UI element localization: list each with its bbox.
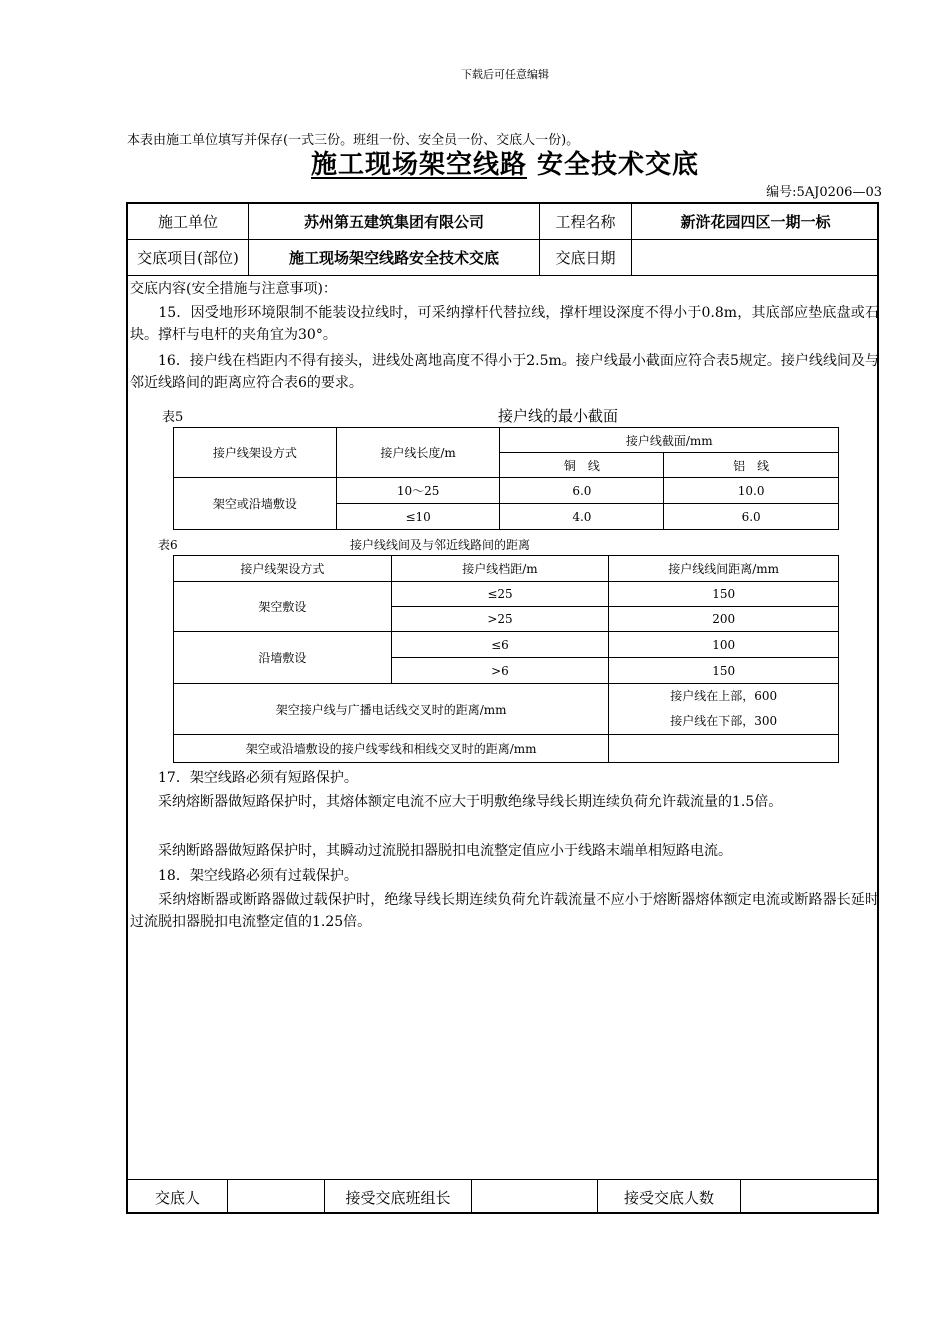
table6-distance: 150 xyxy=(609,582,839,607)
table6-neutral-value xyxy=(609,735,839,763)
table5-header-length: 接户线长度/m xyxy=(336,428,500,478)
table6 xyxy=(173,555,839,763)
team-leader-label: 接受交底班组长 xyxy=(345,1188,451,1207)
table6-cross-value xyxy=(609,684,839,735)
table-row xyxy=(174,735,839,763)
table5 xyxy=(173,427,839,530)
table6-label: 表6 xyxy=(158,538,178,552)
date-label: 交底日期 xyxy=(555,249,616,267)
project-value[interactable]: 新浒花园四区一期一标 xyxy=(680,213,831,231)
table5-copper: 4.0 xyxy=(500,504,664,530)
table5-title: 接户线的最小截面 xyxy=(498,407,619,425)
clause-16: 16．接户线在档距内不得有接头，进线处离地高度不得小于2.5m。接户线最小截面应符合表5规定。接户线线间及与邻近线路间的距离应符合表6的要求。 xyxy=(130,353,879,391)
table5-header-aluminum: 铝 线 xyxy=(664,453,839,478)
table6-wall: 沿墙敷设 xyxy=(174,632,392,684)
clause-17: 17．架空线路必须有短路保护。 xyxy=(130,770,358,786)
table6-span: >6 xyxy=(391,658,609,684)
content-heading: 交底内容(安全措施与注意事项)： xyxy=(130,281,337,297)
item-label: 交底项目(部位) xyxy=(137,249,239,267)
table6-neutral-label: 架空或沿墙敷设的接户线零线和相线交叉时的距离/mm xyxy=(174,735,609,763)
recipient-count-field[interactable] xyxy=(741,1180,879,1214)
table6-title: 接户线线间及与邻近线路间的距离 xyxy=(350,538,531,552)
project-label: 工程名称 xyxy=(555,213,616,231)
clause-15: 15．因受地形环境限制不能装设拉线时，可采纳撑杆代替拉线，撑杆埋设深度不得小于0.8m，其底部应垫底盘或石块。撑杆与电杆的夹角宜为30°。 xyxy=(130,305,879,343)
table6-cross-label: 架空接户线与广播电话线交叉时的距离/mm xyxy=(174,684,609,735)
table5-length: ≤10 xyxy=(336,504,500,530)
table6-span: ≤6 xyxy=(391,632,609,658)
table6-cross-lower: 接户线在下部，300 xyxy=(670,714,778,728)
fill-instruction: 本表由施工单位填写并保存(一式三份。班组一份、安全员一份、交底人一份)。 xyxy=(127,133,580,148)
date-value[interactable] xyxy=(632,240,879,275)
unit-value[interactable]: 苏州第五建筑集团有限公司 xyxy=(303,213,484,231)
clause-17-breaker: 采纳断路器做短路保护时，其瞬动过流脱扣器脱扣电流整定值应小于线路末端单相短路电流。 xyxy=(130,843,732,859)
table-row xyxy=(174,478,839,504)
table5-header-section: 接户线截面/mm xyxy=(500,428,839,453)
table5-header-copper: 铜 线 xyxy=(500,453,664,478)
table5-method: 架空或沿墙敷设 xyxy=(174,478,337,530)
table6-distance: 100 xyxy=(609,632,839,658)
recipient-count-label: 接受交底人数 xyxy=(623,1188,714,1207)
presenter-label: 交底人 xyxy=(154,1188,200,1207)
item-value[interactable]: 施工现场架空线路安全技术交底 xyxy=(288,249,499,267)
clause-18-overload: 采纳熔断器或断路器做过载保护时，绝缘导线长期连续负荷允许载流量不应小于熔断器熔体额定电流或断路器长延时过流脱扣器脱扣电流整定值的1.25倍。 xyxy=(130,892,879,930)
table5-header-method: 接户线架设方式 xyxy=(174,428,337,478)
table5-aluminum: 6.0 xyxy=(664,504,839,530)
table-row xyxy=(174,632,839,658)
table5-aluminum: 10.0 xyxy=(664,478,839,504)
disclosure-form xyxy=(126,202,879,1214)
unit-label: 施工单位 xyxy=(157,213,218,231)
table-row xyxy=(174,582,839,607)
table6-overhead: 架空敷设 xyxy=(174,582,392,632)
divider xyxy=(128,275,877,276)
clause-18: 18．架空线路必须有过载保护。 xyxy=(130,868,358,884)
presenter-field[interactable] xyxy=(228,1180,324,1214)
table6-distance: 200 xyxy=(609,607,839,632)
table-row xyxy=(174,684,839,735)
document-number: 编号:5AJ0206—03 xyxy=(766,185,882,200)
table6-cross-upper: 接户线在上部，600 xyxy=(670,689,778,703)
table6-span: >25 xyxy=(391,607,609,632)
download-note: 下载后可任意编辑 xyxy=(461,68,549,81)
table5-label: 表5 xyxy=(162,410,184,425)
table6-span: ≤25 xyxy=(391,582,609,607)
table6-distance: 150 xyxy=(609,658,839,684)
table5-copper: 6.0 xyxy=(500,478,664,504)
title-underlined-part: 施工现场架空线路 xyxy=(310,150,527,180)
clause-17-fuse: 采纳熔断器做短路保护时，其熔体额定电流不应大于明敷绝缘导线长期连续负荷允许载流量的1.5倍。 xyxy=(130,794,783,810)
team-leader-field[interactable] xyxy=(472,1180,597,1214)
table6-header-span: 接户线档距/m xyxy=(391,556,609,582)
document-title xyxy=(0,144,950,181)
table5-length: 10～25 xyxy=(336,478,500,504)
table6-header-method: 接户线架设方式 xyxy=(174,556,392,582)
title-rest: 安全技术交底 xyxy=(537,150,700,180)
table6-header-distance: 接户线线间距离/mm xyxy=(609,556,839,582)
